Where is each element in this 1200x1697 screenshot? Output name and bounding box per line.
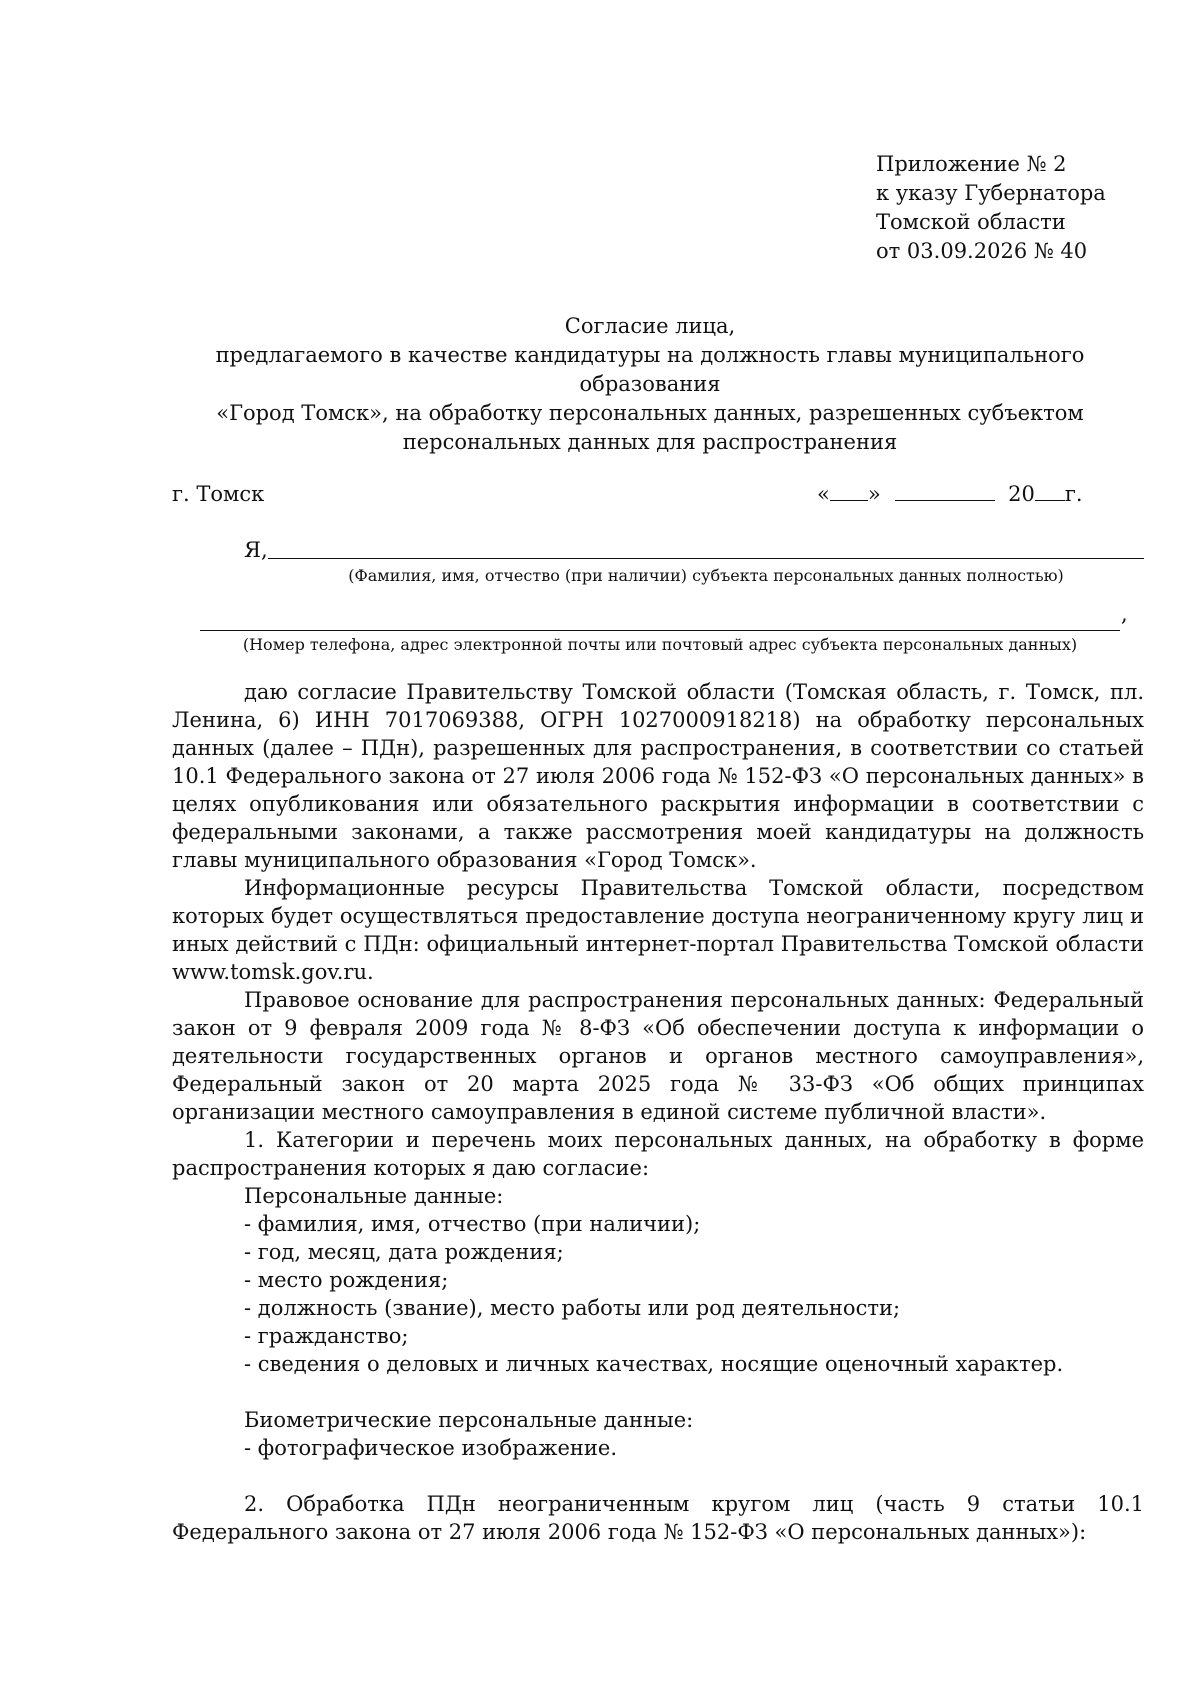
month-blank[interactable] <box>895 482 995 501</box>
year-suffix: г. <box>1064 482 1083 506</box>
name-blank-line[interactable] <box>268 536 1144 559</box>
year-blank[interactable] <box>1035 482 1065 501</box>
subject-prefix: Я, <box>244 538 268 562</box>
date-field <box>817 482 1083 506</box>
title-line: Согласие лица, <box>564 314 736 338</box>
year-prefix: 20 <box>1008 482 1035 506</box>
section1-paragraph: 1. Категории и перечень моих персональных данных, на обработку в форме распространения которых я даю согласие: <box>172 1128 1144 1180</box>
section2-paragraph: 2. Обработка ПДн неограниченным кругом лиц (часть 9 статьи 10.1 Федерального закона от 27 июля 2006 года № 152-ФЗ «О персональных данных»): <box>172 1492 1144 1544</box>
document-title <box>150 312 1150 457</box>
consent-body <box>172 678 1144 1546</box>
city-label: г. Томск <box>172 482 265 506</box>
contact-blank-line[interactable] <box>200 608 1120 631</box>
appendix-block <box>876 150 1106 266</box>
list-item: - место рождения; <box>244 1268 449 1292</box>
personal-data-heading: Персональные данные: <box>244 1184 504 1208</box>
title-line: «Город Томск», на обработку персональных данных, разрешенных субъектом <box>216 401 1084 425</box>
date-open-quote: « <box>817 482 830 506</box>
list-item: - фотографическое изображение. <box>244 1436 617 1460</box>
spacer <box>172 1462 1144 1490</box>
title-line: персональных данных для распространения <box>402 430 898 454</box>
appendix-line: Томской области <box>876 210 1066 234</box>
legal-basis-paragraph: Правовое основание для распространения персональных данных: Федеральный закон от 9 февраля 2009 года № 8-ФЗ «Об обеспечении доступа к информации о деятельности государственных органов и органов местного самоуправления», Федеральный закон от 20 марта 2025 года № 33-ФЗ «Об общих принципах организации местного самоуправления в единой системе публичной власти». <box>172 988 1144 1124</box>
appendix-line: к указу Губернатора <box>876 181 1106 205</box>
date-close-quote: » <box>867 482 881 506</box>
day-blank[interactable] <box>830 482 868 501</box>
list-item: - фамилия, имя, отчество (при наличии); <box>244 1212 701 1236</box>
contact-caption: (Номер телефона, адрес электронной почты или почтовый адрес субъекта персональных данных) <box>242 635 1078 654</box>
resources-paragraph: Информационные ресурсы Правительства Томской области, посредством которых будет осуществляться предоставление доступа неограниченному кругу лиц и иных действий с ПДн: официальный интернет-портал Правительства Томской области www.tomsk.gov.ru. <box>172 876 1144 984</box>
spacer <box>172 1378 1144 1406</box>
place-date-row <box>172 482 1120 512</box>
contact-comma: , <box>1121 602 1128 626</box>
list-item: - гражданство; <box>244 1324 409 1348</box>
appendix-line: Приложение № 2 <box>876 152 1067 176</box>
name-caption: (Фамилия, имя, отчество (при наличии) субъекта персональных данных полностью) <box>348 566 1064 585</box>
list-item: - сведения о деловых и личных качествах, носящие оценочный характер. <box>244 1352 1064 1376</box>
list-item: - должность (звание), место работы или род деятельности; <box>244 1296 901 1320</box>
list-item: - год, месяц, дата рождения; <box>244 1240 564 1264</box>
biometric-heading: Биометрические персональные данные: <box>244 1408 694 1432</box>
appendix-line: от 03.09.2026 № 40 <box>876 239 1088 263</box>
consent-paragraph: даю согласие Правительству Томской области (Томская область, г. Томск, пл. Ленина, 6) ИНН 7017069388, ОГРН 1027000918218) на обработку персональных данных (далее – ПДн), разрешенных для распространения, в соответствии со статьей 10.1 Федерального закона от 27 июля 2006 года № 152-ФЗ «О персональных данных» в целях опубликования или обязательного раскрытия информации в соответствии с федеральными законами, а также рассмотрения моей кандидатуры на должность главы муниципального образования «Город Томск». <box>172 680 1144 872</box>
title-line: предлагаемого в качестве кандидатуры на должность главы муниципального образования <box>215 343 1085 396</box>
